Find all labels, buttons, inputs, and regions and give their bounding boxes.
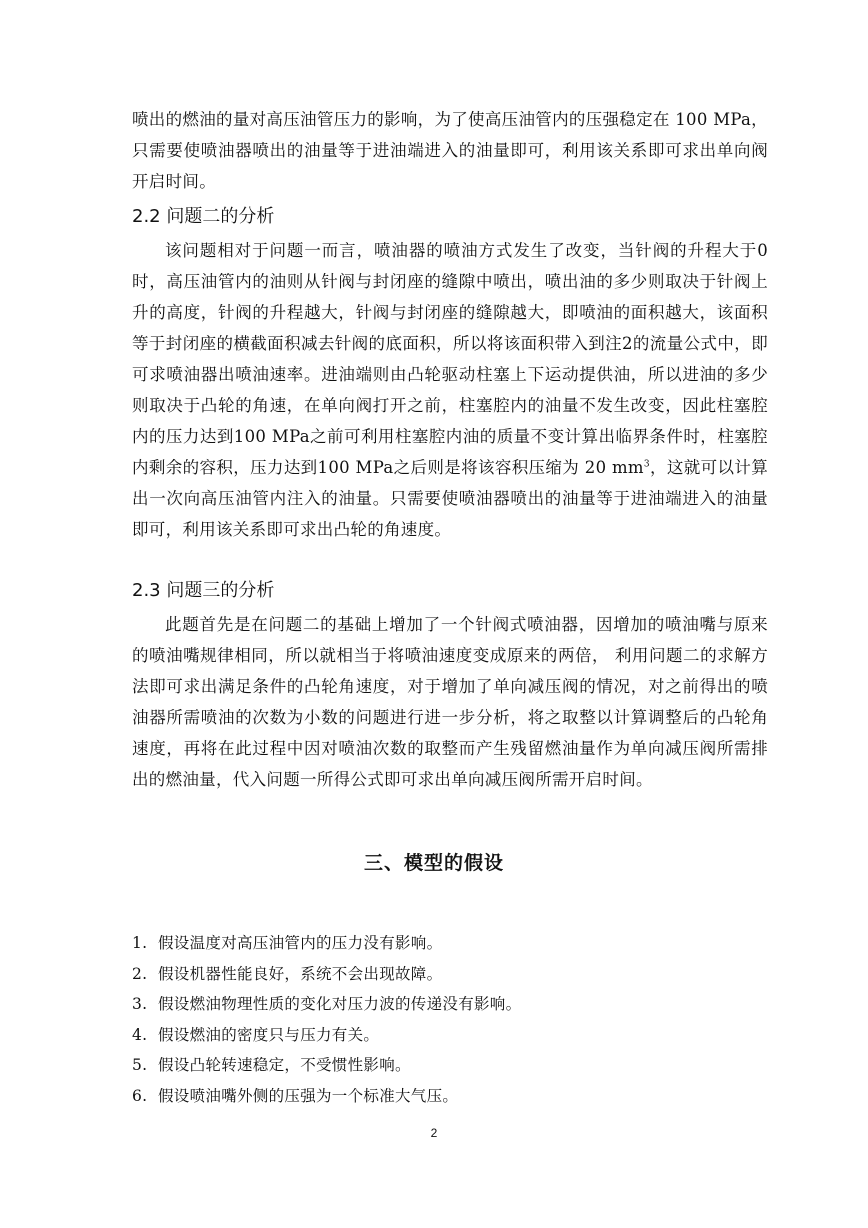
section-2-3-heading: 2.3 问题三的分析 [132,580,275,601]
list-item-number: 3. [132,995,148,1013]
list-item [132,1081,768,1112]
page-number: 2 [430,1126,438,1140]
list-item [132,1020,768,1051]
list-item-text: 假设凸轮转速稳定，不受惯性影响。 [158,1056,411,1074]
list-item-text: 假设燃油物理性质的变化对压力波的传递没有影响。 [158,995,522,1013]
list-item [132,959,768,990]
section-2-2-paragraph [132,235,768,545]
section-2-2-heading: 2.2 问题二的分析 [132,206,275,227]
section-2-3-paragraph: 此题首先是在问题二的基础上增加了一个针阀式喷油器，因增加的喷油嘴与原来的喷油嘴规律相同，所以就相当于将喷油速度变成原来的两倍， 利用问题二的求解方法即可求出满足条件的凸轮角速度，对于增加了单向减压阀的情况，对之前得出的喷油器所需喷油的次数为小数的问题进行进一步分析，将之取整以计算调整后的凸轮角速度，再将在此过程中因对喷油次数的取整而产生残留燃油量作为单向减压阀所需排出的燃油量，代入问题一所得公式即可求出单向减压阀所需开启时间。 [132,615,768,789]
section-2-3-body [132,609,768,795]
list-item-number: 1. [132,934,148,952]
list-item-text: 假设燃油的密度只与压力有关。 [158,1025,380,1044]
assumptions-list [132,928,768,1111]
list-item-number: 6. [132,1086,148,1105]
intro-paragraph-block [132,104,768,197]
section-2-2-body [132,235,768,545]
list-item-number: 5. [132,1056,148,1074]
list-item-text: 假设温度对高压油管内的压力没有影响。 [158,934,443,952]
list-item-number: 4. [132,1025,148,1044]
superscript-cube: 3 [643,459,650,470]
list-item [132,989,768,1020]
list-item-number: 2. [132,964,148,983]
section-2-2-text-part1: 该问题相对于问题一而言，喷油器的喷油方式发生了改变，当针阀的升程大于0时，高压油管内的油则从针阀与封闭座的缝隙中喷出，喷出油的多少则取决于针阀上升的高度，针阀的升程越大，针阀与封闭座的缝隙越大，即喷油的面积越大，该面积等于封闭座的横截面积减去针阀的底面积，所以将该面积带入到注2的流量公式中，即可求喷油器出喷油速率。进油端则由凸轮驱动柱塞上下运动提供油，所以进油的多少则取决于凸轮的角速，在单向阀打开之前，柱塞腔内的油量不发生改变，因此柱塞腔内的压力达到100 MPa之前可利用柱塞腔内油的质量不变计算出临界条件时，柱塞腔内剩余的容积，压力达到100 MPa之后则是将该容积压缩为 20 mm [132,241,768,477]
intro-paragraph: 喷出的燃油的量对高压油管压力的影响，为了使高压油管内的压强稳定在 100 MPa，只需要使喷油器喷出的油量等于进油端进入的油量即可，利用该关系即可求出单向阀开启时间。 [132,110,768,191]
section-2-2-text-part2: ，这就可以计算出一次向高压油管内注入的油量。只需要使喷油器喷出的油量等于进油端进入的油量即可，利用该关系即可求出凸轮的角速度。 [132,458,768,539]
list-item [132,928,768,959]
list-item [132,1050,768,1081]
list-item-text: 假设喷油嘴外侧的压强为一个标准大气压。 [158,1086,459,1105]
chapter-3-title: 三、模型的假设 [363,852,504,874]
list-item-text: 假设机器性能良好，系统不会出现故障。 [158,964,443,983]
